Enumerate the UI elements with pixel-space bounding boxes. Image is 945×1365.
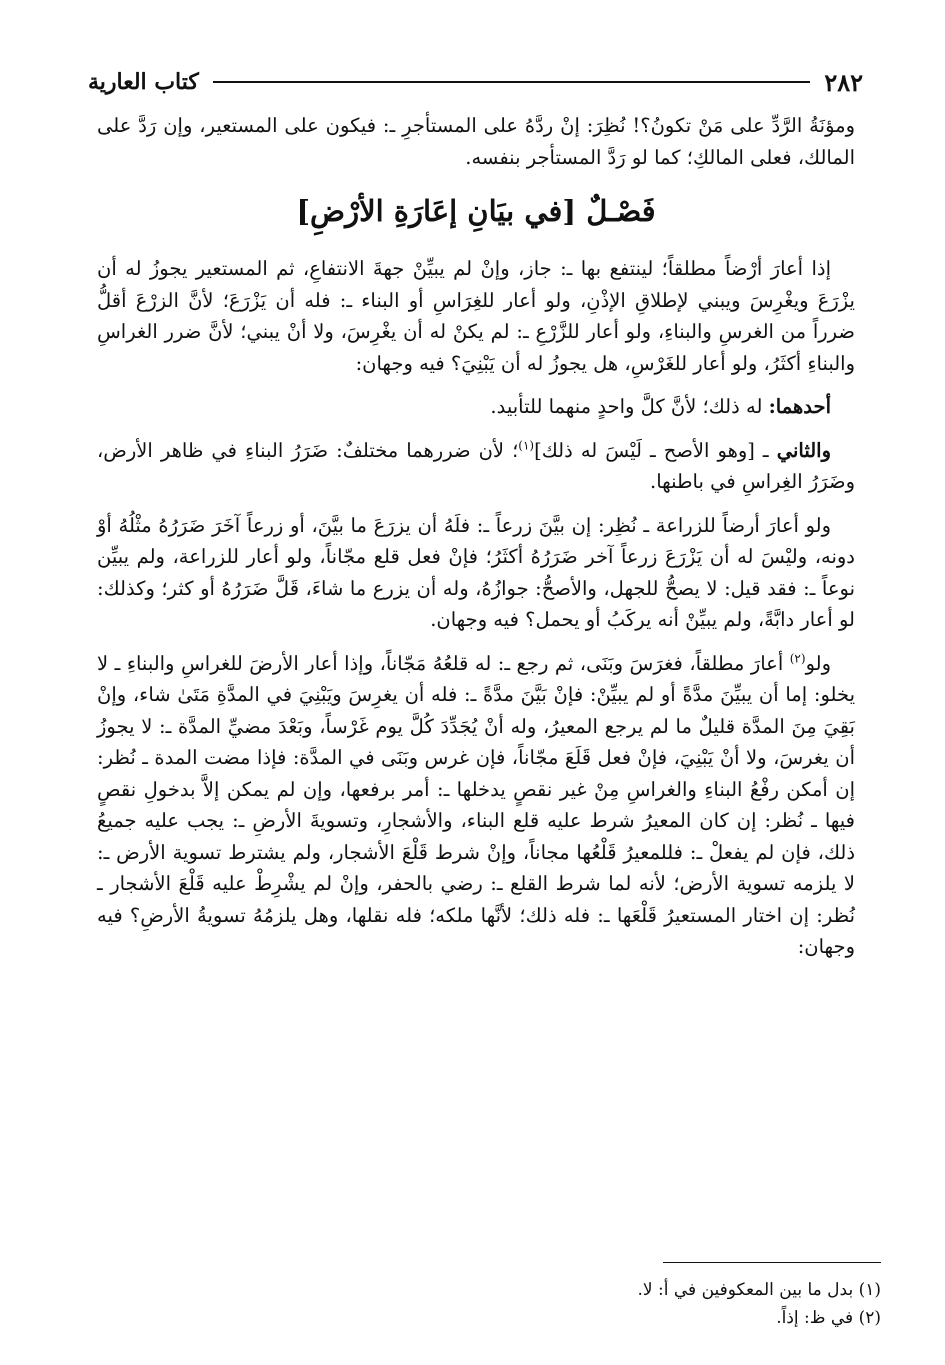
footnote-ref-1: (١) (518, 438, 535, 452)
paragraph-4-lead: والثاني (776, 438, 831, 462)
paragraph-1: ومؤنَةُ الرَّدِّ على مَنْ تكونُ؟! نُظِرَ: إنْ ردَّهُ على المستأجرِ ـ: فيكون على المستعير، وإن رَدَّ على المالك، فعلى المالكِ؛ كما لو رَدَّ المستأجر بنفسه. (97, 114, 855, 169)
footnote-rule (663, 1262, 881, 1263)
page-number: ٢٨٢ (824, 67, 863, 97)
paragraph-4 (97, 435, 855, 498)
paragraph-3-text: له ذلك؛ لأنَّ كلَّ واحدٍ منهما للتأبيد. (490, 395, 769, 418)
section-title: فَصْـلٌ [في بيَانِ إعَارَةِ الأرْضِ] (296, 194, 656, 228)
paragraph-4-pre: ـ [وهو الأصح ـ لَيْسَ له ذلك] (534, 438, 777, 462)
paragraph-4-post: ؛ لأن ضررهما مختلفٌ: ضَرَرُ البناءِ في ظاهر الأرض، وضَرَرُ الغِراسِ في باطنها. (97, 438, 855, 493)
paragraph-6-post: أعارَ مطلقاً، فغرَسَ وبَنَى، ثم رجع ـ: له قلعُهُ مَجّاناً، وإذا أعار الأرضَ للغراسِ والبناءِ ـ لا يخلو: إما أن يبيِّنَ مدَّةً أو لم يبيِّنْ: فإنْ بَيَّنَ مدَّةً ـ: فله أن يغرِسَ ويَبْنِيَ في المدَّةِ مَتَىٰ شاء، وإنْ بَقِيَ مِنَ المدَّة قليلٌ ما لم يرجع المعيرُ، وله أنْ يُجَدِّدَ كُلَّ يوم غَرْساً، وبَعْدَ مضيِّ المدَّة ـ: لا يجوزُ أن يغرسَ، ولا أنْ يَبْنِيَ، فإنْ فعل قَلَعَ مجّاناً، فإن غرس وبَنَى في المدَّة: فإذا مضت المدة ـ نُظر: إن أمكن رفْعُ البناءِ والغراسِ مِنْ غير نقصٍ يدخلها ـ: أمر برفعها، وإن لم يمكن إلاَّ بدخولِ نقصٍ فيها ـ نُظر: إن كان المعيرُ شرط عليه قلع البناء، والأشجارِ، وتسويةَ الأرضِ ـ: يجب عليه جميعُ ذلك، فإن لم يفعلْ ـ: فللمعيرُ قَلْعُها مجاناً، وإنْ شرط قَلْعَ الأشجار، ولم يشترط تسوية الأرض ـ: لا يلزمه تسوية الأرض؛ لأنه لما شرط القلع ـ: رضي بالحفر، وإنْ لم يشْرِطْ عليه قَلْعَ الأشجار ـ نُظر: إن اختار المستعيرُ قَلْعَها ـ: فله ذلك؛ لأنَّها ملكه؛ فله نقلها، وهل يلزمُهُ تسويةُ الأرضِ؟ فيه وجهان: (97, 651, 855, 958)
footnotes (97, 1276, 881, 1332)
paragraph-2: إذا أعارَ أرْضاً مطلقاً؛ لينتفع بها ـ: جاز، وإنْ لم يبيِّنْ جهةَ الانتفاعِ، ثم المستعير يجوزُ له أن يزْرَعَ ويغْرِسَ ويبني لإطلاقِ الإذْنِ، ولو أعار للغِرَاسِ أو البناء ـ: فله أن يَزْرَعَ؛ لأنَّ الزرْعَ أقلُّ ضرراً من الغرسِ والبناءِ، ولو أعار للزَّرْعِ ـ: لم يكنْ له أن يغْرِسَ، ولا أنْ يبني؛ لأنَّ ضرر الغراسِ والبناءِ أكثَرُ، ولو أعار للغَرْسِ، هل يجوزُ له أن يَبْنِيَ؟ فيه وجهان: (97, 257, 855, 375)
paragraph-3-lead: أحدهما: (768, 395, 831, 418)
page-header (88, 62, 863, 102)
footnote-1: (١) بدل ما بين المعكوفين في أ: لا. (637, 1280, 881, 1300)
paragraph-5: ولو أعارَ أرضاً للزراعة ـ نُظِر: إن بيَّنَ زرعاً ـ: فلَهُ أن يزرَعَ ما بيَّنَ، أو زرعاً آخَرَ ضَرَرُهُ مثْلُهُ أوْ دونه، وليْسَ له أن يَزْرَعَ زرعاً آخر ضَرَرُهُ أكثَرُ؛ فإنْ فعل قلع مجّاناً، ولو أعار للزراعة، ولم يبيِّن نوعاً ـ: فقد قيل: لا يصحُّ للجهل، والأصحُّ: جوازُهُ، وله أن يزرع ما شاءَ، قَلَّ ضَرَرُهُ أو كثر؛ وكذلك: لو أعار دابَّةً، ولم يبيِّنْ أنه يركَبُ أو يحمل؟ فيه وجهان. (97, 513, 855, 631)
footnote-2: (٢) في ظ: إذاً. (776, 1308, 881, 1328)
running-title: كتاب العارية (88, 69, 199, 95)
paragraph-6 (97, 648, 855, 963)
paragraph-6-pre: ولو (805, 651, 831, 675)
paragraph-3 (97, 391, 855, 423)
header-rule (213, 81, 810, 83)
footnote-ref-2: (٢) (789, 651, 806, 665)
main-text (97, 110, 855, 975)
